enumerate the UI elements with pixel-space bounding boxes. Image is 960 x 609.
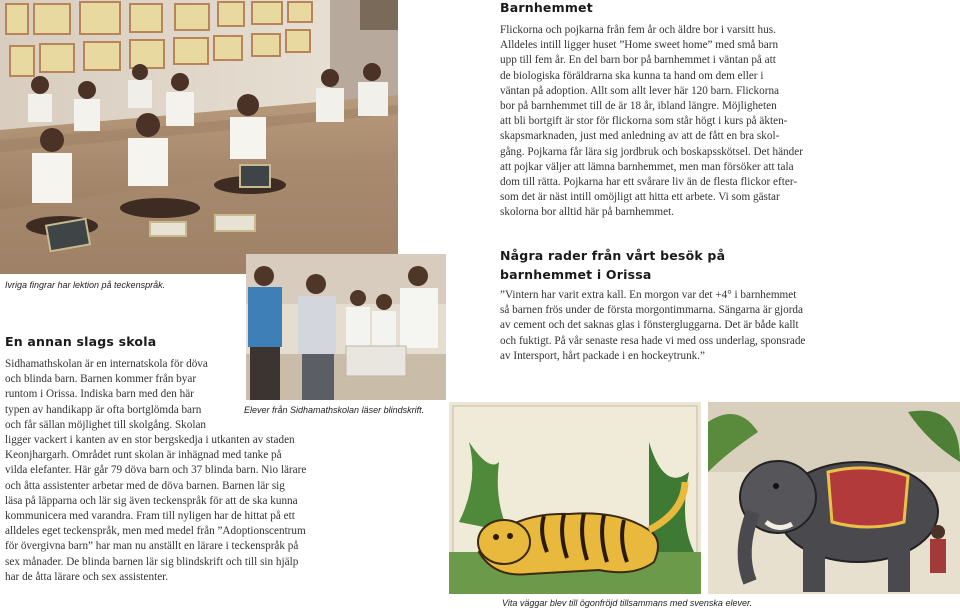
text-line: och blinda barn. Barnen kommer från byar bbox=[5, 373, 197, 386]
text-line: ”Vintern har varit extra kall. En morgon var det +4° i barnhemmet bbox=[500, 289, 797, 301]
text-line: och åtta assistenter arbetar med de döva barnen. Barnen lär sig bbox=[5, 479, 285, 492]
text-line: Sidhamathskolan är en internatskola för döva bbox=[5, 358, 208, 370]
text-line: bor på barnhemmet till de är 18 år, ibland längre. Möjligheten bbox=[500, 100, 777, 113]
text-line: upp till fem år. En del barn bor på barnhemmet i väntan på att bbox=[500, 54, 776, 67]
text-line: alldeles eget teckenspråk, men med medel från ”Adoptionscentrum bbox=[5, 525, 306, 538]
barnhemmet-heading: Barnhemmet bbox=[500, 0, 593, 15]
text-line: sex månader. De blinda barnen lär sig blindskrift och till sin hjälp bbox=[5, 555, 299, 568]
murals-caption: Vita väggar blev till ögonfröjd tillsammans med svenska elever. bbox=[502, 598, 753, 608]
skola-heading: En annan slags skola bbox=[5, 334, 157, 349]
barnhemmet-body bbox=[500, 23, 960, 221]
text-line: så barnen frös under de första morgontimmarna. Sängarna är gjorda bbox=[500, 304, 803, 317]
text-line: och får sällan möjlighet till skolgång. Skolan bbox=[5, 418, 207, 431]
text-line: för övergivna barn” har man nu anställt en lärare i teckenspråk på bbox=[5, 540, 299, 553]
text-line: läsa på läpparna och lär sig även teckenspråk för att de ska kunna bbox=[5, 494, 298, 507]
classroom-caption: Ivriga fingrar har lektion på teckenspråk. bbox=[5, 280, 166, 290]
text-line: skolorna bor alltid här på barnhemmet. bbox=[500, 206, 674, 219]
text-line: ligger vackert i kanten av en stor bergskedja i utkanten av staden bbox=[5, 434, 295, 447]
text-line: runtom i Orissa. Indiska barn med den här bbox=[5, 388, 194, 401]
text-line: som det är näst intill omöjligt att hitta ett arbete. Vi som gästar bbox=[500, 191, 780, 204]
students-group-caption: Elever från Sidhamathskolan läser blindskrift. bbox=[244, 405, 425, 415]
heading-line: Några rader från vårt besök på bbox=[500, 248, 726, 263]
heading-line: barnhemmet i Orissa bbox=[500, 267, 652, 282]
classroom-photo bbox=[0, 0, 398, 274]
text-line: Flickorna och pojkarna från fem år och äldre bor i varsitt hus. bbox=[500, 24, 776, 36]
besok-heading bbox=[500, 246, 725, 284]
text-line: att pojkar väljer att lämna barnhemmet, men man försöker att tala bbox=[500, 160, 794, 173]
text-line: Alldeles intill ligger huset ”Home sweet home” med små barn bbox=[500, 39, 779, 52]
text-line: de biologiska föräldrarna ska kunna ta hand om dem eller i bbox=[500, 69, 764, 82]
text-line: skapsmarknaden, just med anledning av att de fått en bra skol- bbox=[500, 130, 780, 143]
text-line: av Intersport, hårt packade i en hockeytrunk.” bbox=[500, 349, 706, 362]
text-line: vilda elefanter. Här går 79 döva barn och 37 blinda barn. Nio lärare bbox=[5, 464, 307, 477]
tiger-mural-photo bbox=[449, 402, 701, 594]
besok-body bbox=[500, 288, 960, 364]
text-line: väntan på adoption. Allt som allt lever här 120 barn. Flickorna bbox=[500, 84, 779, 97]
skola-body bbox=[5, 357, 335, 585]
text-line: Keonjhargarh. Området runt skolan är inhägnad med tanke på bbox=[5, 449, 282, 462]
text-line: kommunicera med varandra. Fram till nyligen har de hittat på ett bbox=[5, 510, 295, 523]
text-line: gång. Pojkarna får lära sig jordbruk och boskapsskötsel. Det händer bbox=[500, 145, 803, 158]
text-line: dom till rätta. Pojkarna har ett svårare liv än de flesta flickor efter- bbox=[500, 176, 798, 189]
text-line: har de åtta lärare och sex assistenter. bbox=[5, 570, 169, 583]
text-line: och fuktigt. På vår senaste resa hade vi med oss underlag, sponsrade bbox=[500, 334, 806, 347]
elephant-mural-photo bbox=[708, 402, 960, 594]
text-line: att bli bortgift är stor för flickorna som står högt i kurs på äkten- bbox=[500, 115, 788, 128]
text-line: typen av handikapp är ofta bortglömda barn bbox=[5, 403, 202, 416]
text-line: av cement och det saknas glas i fönstergluggarna. Det är både kallt bbox=[500, 319, 799, 332]
